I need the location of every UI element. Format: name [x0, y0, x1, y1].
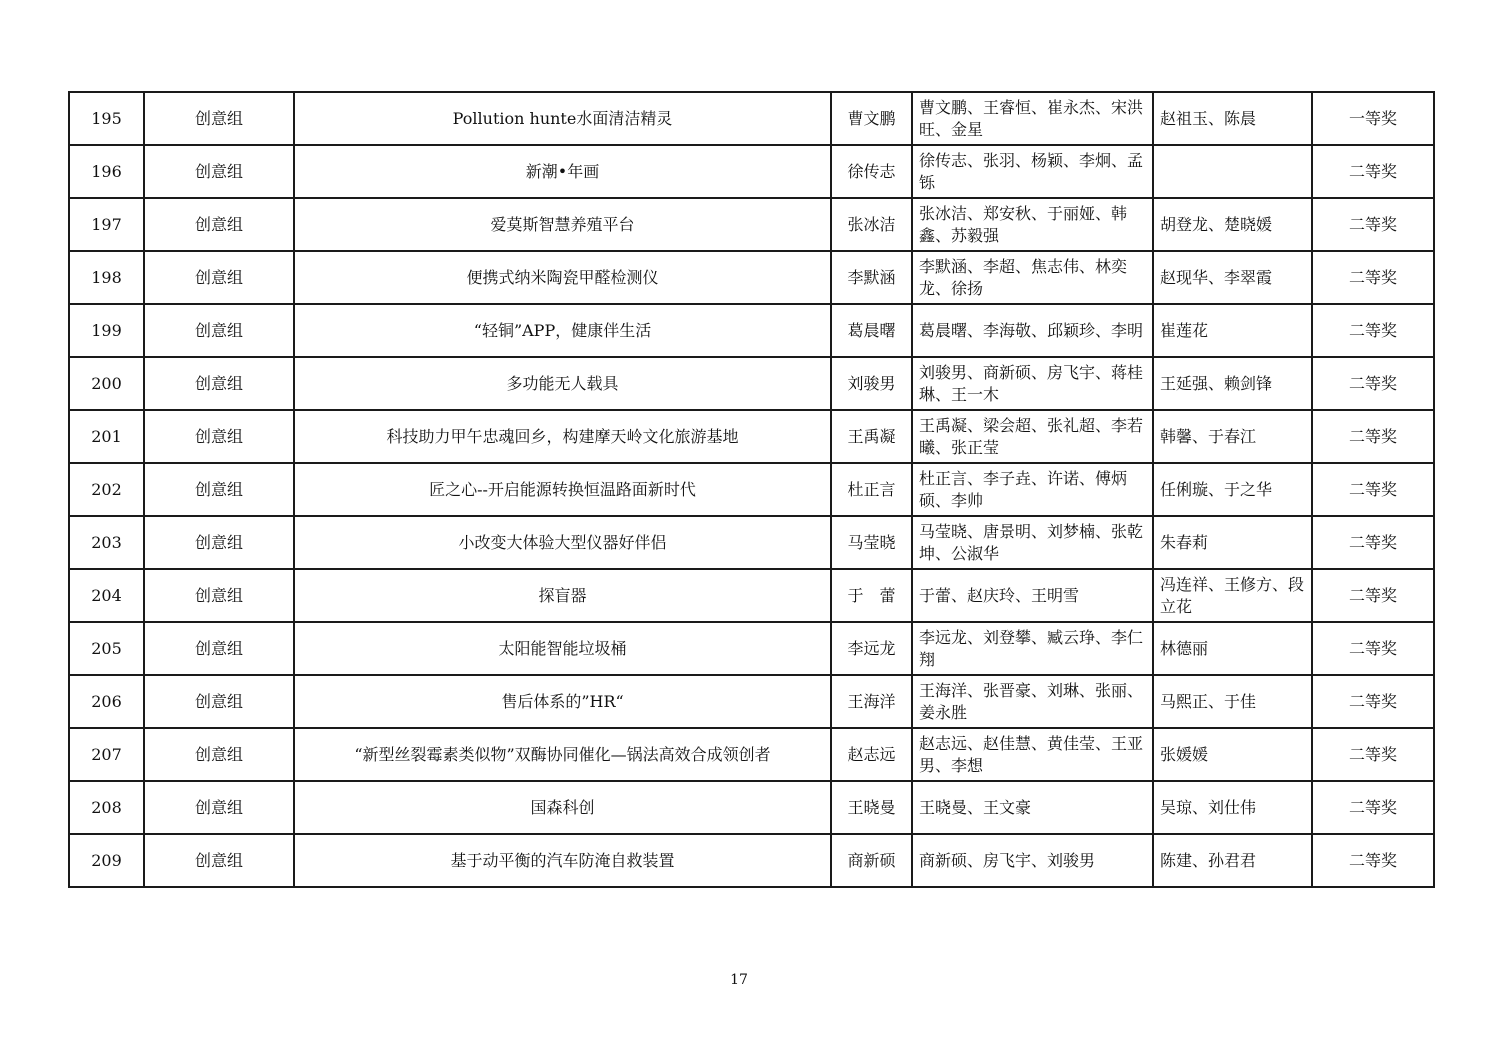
table-body — [69, 92, 1434, 887]
entry-advisors: 任俐璇、于之华 — [1153, 463, 1312, 516]
table-row — [69, 357, 1434, 410]
entry-number: 196 — [69, 145, 144, 198]
entry-group: 创意组 — [144, 516, 294, 569]
entry-members: 曹文鹏、王睿恒、崔永杰、宋洪旺、金星 — [912, 92, 1153, 145]
entry-number: 209 — [69, 834, 144, 887]
entry-number: 202 — [69, 463, 144, 516]
entry-advisors — [1153, 145, 1312, 198]
entry-title: 国森科创 — [294, 781, 831, 834]
entry-advisors: 吴琼、刘仕伟 — [1153, 781, 1312, 834]
entry-title: 探盲器 — [294, 569, 831, 622]
table-row — [69, 304, 1434, 357]
entry-leader: 王晓曼 — [831, 781, 912, 834]
entry-members: 赵志远、赵佳慧、黄佳莹、王亚男、李想 — [912, 728, 1153, 781]
entry-members: 王禹凝、梁会超、张礼超、李若曦、张正莹 — [912, 410, 1153, 463]
entry-leader: 王海洋 — [831, 675, 912, 728]
entry-group: 创意组 — [144, 198, 294, 251]
entry-prize: 二等奖 — [1312, 675, 1434, 728]
entry-leader: 张冰洁 — [831, 198, 912, 251]
table-row — [69, 251, 1434, 304]
entry-members: 张冰洁、郑安秋、于丽娅、韩鑫、苏毅强 — [912, 198, 1153, 251]
entry-title: Pollution hunte水面清洁精灵 — [294, 92, 831, 145]
entry-advisors: 韩馨、于春江 — [1153, 410, 1312, 463]
entry-group: 创意组 — [144, 251, 294, 304]
entry-title: 科技助力甲午忠魂回乡，构建摩天岭文化旅游基地 — [294, 410, 831, 463]
table-row — [69, 834, 1434, 887]
table-row — [69, 781, 1434, 834]
page-number: 17 — [730, 972, 748, 988]
entry-leader: 曹文鹏 — [831, 92, 912, 145]
entry-title: 爱莫斯智慧养殖平台 — [294, 198, 831, 251]
awards-table — [68, 91, 1435, 888]
entry-title: 新潮•年画 — [294, 145, 831, 198]
entry-leader: 商新硕 — [831, 834, 912, 887]
entry-members: 马莹晓、唐景明、刘梦楠、张乾坤、公淑华 — [912, 516, 1153, 569]
entry-members: 于蕾、赵庆玲、王明雪 — [912, 569, 1153, 622]
entry-advisors: 胡登龙、楚晓媛 — [1153, 198, 1312, 251]
entry-advisors: 朱春莉 — [1153, 516, 1312, 569]
entry-prize: 二等奖 — [1312, 357, 1434, 410]
entry-group: 创意组 — [144, 569, 294, 622]
entry-prize: 二等奖 — [1312, 781, 1434, 834]
table-row — [69, 728, 1434, 781]
entry-prize: 二等奖 — [1312, 728, 1434, 781]
entry-leader: 李远龙 — [831, 622, 912, 675]
table-row — [69, 145, 1434, 198]
table-row — [69, 410, 1434, 463]
entry-leader: 李默涵 — [831, 251, 912, 304]
entry-advisors: 赵现华、李翠霞 — [1153, 251, 1312, 304]
entry-group: 创意组 — [144, 463, 294, 516]
entry-prize: 二等奖 — [1312, 834, 1434, 887]
entry-prize: 二等奖 — [1312, 304, 1434, 357]
entry-group: 创意组 — [144, 675, 294, 728]
entry-title: 小改变大体验大型仪器好伴侣 — [294, 516, 831, 569]
entry-number: 195 — [69, 92, 144, 145]
entry-prize: 二等奖 — [1312, 145, 1434, 198]
entry-number: 207 — [69, 728, 144, 781]
entry-number: 197 — [69, 198, 144, 251]
entry-group: 创意组 — [144, 145, 294, 198]
entry-prize: 二等奖 — [1312, 569, 1434, 622]
entry-advisors: 赵祖玉、陈晨 — [1153, 92, 1312, 145]
entry-members: 杜正言、李子垚、许诺、傅炳硕、李帅 — [912, 463, 1153, 516]
entry-prize: 二等奖 — [1312, 410, 1434, 463]
entry-advisors: 张媛媛 — [1153, 728, 1312, 781]
entry-group: 创意组 — [144, 357, 294, 410]
entry-prize: 一等奖 — [1312, 92, 1434, 145]
entry-advisors: 崔莲花 — [1153, 304, 1312, 357]
entry-group: 创意组 — [144, 304, 294, 357]
table-row — [69, 569, 1434, 622]
table-row — [69, 92, 1434, 145]
entry-prize: 二等奖 — [1312, 198, 1434, 251]
entry-prize: 二等奖 — [1312, 516, 1434, 569]
entry-prize: 二等奖 — [1312, 622, 1434, 675]
entry-title: 便携式纳米陶瓷甲醛检测仪 — [294, 251, 831, 304]
entry-members: 商新硕、房飞宇、刘骏男 — [912, 834, 1153, 887]
table-row — [69, 463, 1434, 516]
table-row — [69, 516, 1434, 569]
entry-group: 创意组 — [144, 410, 294, 463]
entry-prize: 二等奖 — [1312, 463, 1434, 516]
entry-members: 王海洋、张晋豪、刘琳、张丽、姜永胜 — [912, 675, 1153, 728]
entry-members: 徐传志、张羽、杨颖、李炯、孟铄 — [912, 145, 1153, 198]
entry-advisors: 林德丽 — [1153, 622, 1312, 675]
entry-title: 售后体系的”HR“ — [294, 675, 831, 728]
entry-number: 205 — [69, 622, 144, 675]
entry-title: “轻铜”APP，健康伴生活 — [294, 304, 831, 357]
entry-prize: 二等奖 — [1312, 251, 1434, 304]
table-row — [69, 675, 1434, 728]
entry-leader: 刘骏男 — [831, 357, 912, 410]
entry-leader: 赵志远 — [831, 728, 912, 781]
entry-title: 多功能无人载具 — [294, 357, 831, 410]
entry-number: 201 — [69, 410, 144, 463]
entry-members: 刘骏男、商新硕、房飞宇、蒋桂琳、王一木 — [912, 357, 1153, 410]
entry-number: 204 — [69, 569, 144, 622]
entry-group: 创意组 — [144, 834, 294, 887]
entry-number: 203 — [69, 516, 144, 569]
entry-title: 匠之心--开启能源转换恒温路面新时代 — [294, 463, 831, 516]
entry-group: 创意组 — [144, 92, 294, 145]
entry-leader: 葛晨曙 — [831, 304, 912, 357]
entry-members: 葛晨曙、李海敬、邱颖珍、李明 — [912, 304, 1153, 357]
entry-advisors: 冯连祥、王修方、段立花 — [1153, 569, 1312, 622]
entry-advisors: 陈建、孙君君 — [1153, 834, 1312, 887]
entry-leader: 王禹凝 — [831, 410, 912, 463]
entry-number: 206 — [69, 675, 144, 728]
entry-title: “新型丝裂霉素类似物”双酶协同催化—锅法高效合成领创者 — [294, 728, 831, 781]
entry-number: 208 — [69, 781, 144, 834]
entry-group: 创意组 — [144, 781, 294, 834]
entry-group: 创意组 — [144, 622, 294, 675]
entry-title: 基于动平衡的汽车防淹自救装置 — [294, 834, 831, 887]
entry-leader: 杜正言 — [831, 463, 912, 516]
entry-members: 王晓曼、王文豪 — [912, 781, 1153, 834]
table-row — [69, 198, 1434, 251]
entry-number: 199 — [69, 304, 144, 357]
entry-number: 200 — [69, 357, 144, 410]
entry-members: 李远龙、刘登攀、臧云琤、李仁翔 — [912, 622, 1153, 675]
entry-members: 李默涵、李超、焦志伟、林奕龙、徐扬 — [912, 251, 1153, 304]
entry-advisors: 马熙正、于佳 — [1153, 675, 1312, 728]
entry-title: 太阳能智能垃圾桶 — [294, 622, 831, 675]
entry-leader: 于 蕾 — [831, 569, 912, 622]
entry-group: 创意组 — [144, 728, 294, 781]
table-row — [69, 622, 1434, 675]
entry-leader: 马莹晓 — [831, 516, 912, 569]
entry-number: 198 — [69, 251, 144, 304]
entry-advisors: 王延强、赖剑锋 — [1153, 357, 1312, 410]
entry-leader: 徐传志 — [831, 145, 912, 198]
